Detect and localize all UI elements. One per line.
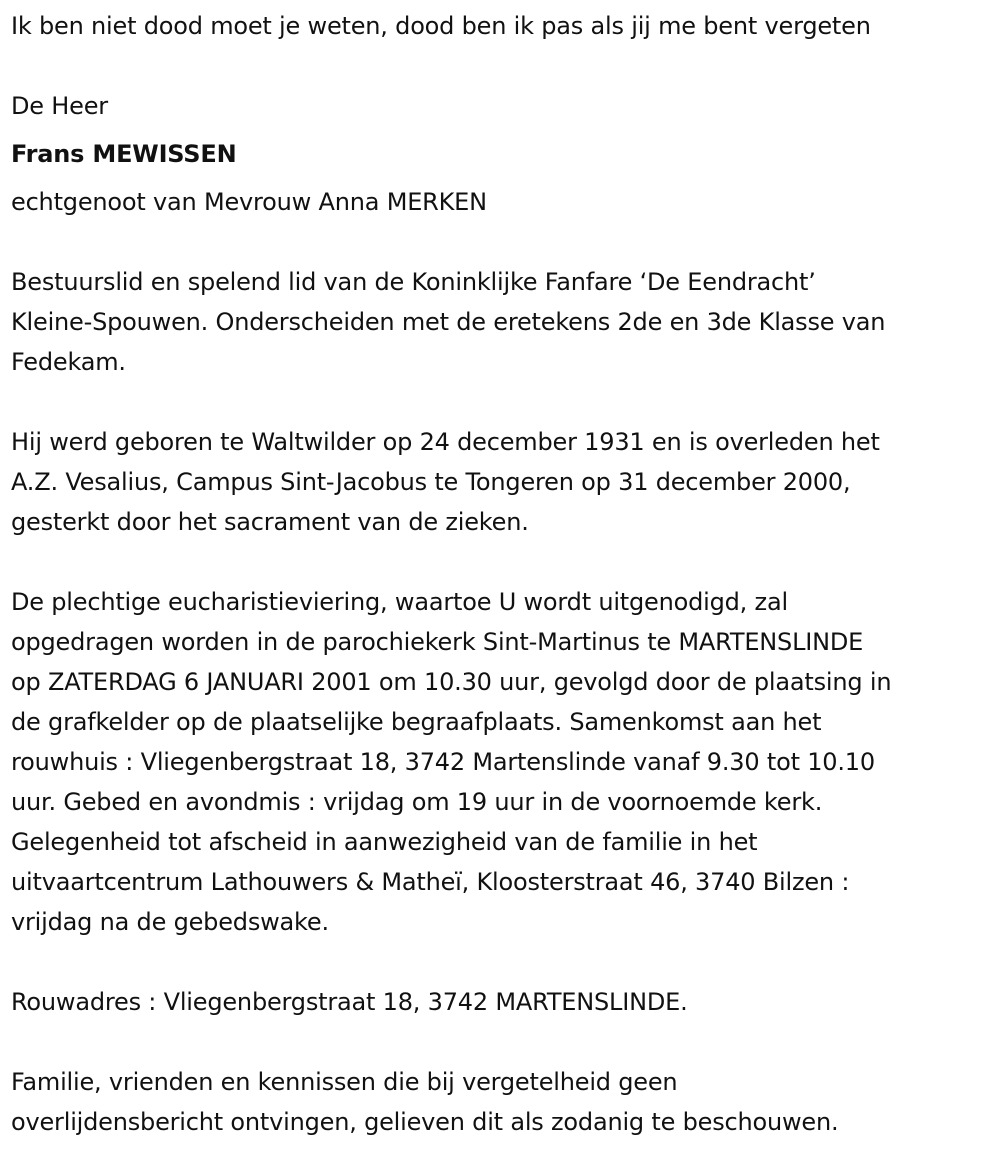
- memberships-line: Fedekam.: [11, 348, 126, 376]
- ceremony-line: vrijdag na de gebedswake.: [11, 908, 329, 936]
- ceremony-line: uitvaartcentrum Lathouwers & Matheï, Kloosterstraat 46, 3740 Bilzen :: [11, 868, 850, 896]
- motto: Ik ben niet dood moet je weten, dood ben ik pas als jij me bent vergeten: [11, 12, 871, 40]
- memberships-line: Bestuurslid en spelend lid van de Koninklijke Fanfare ‘De Eendracht’: [11, 268, 816, 296]
- ceremony-line: opgedragen worden in de parochiekerk Sint-Martinus te MARTENSLINDE: [11, 628, 864, 656]
- salutation: De Heer: [11, 92, 108, 120]
- ceremony-line: op ZATERDAG 6 JANUARI 2001 om 10.30 uur, gevolgd door de plaatsing in: [11, 668, 892, 696]
- ceremony-line: rouwhuis : Vliegenbergstraat 18, 3742 Martenslinde vanaf 9.30 tot 10.10: [11, 748, 875, 776]
- ceremony-line: de grafkelder op de plaatselijke begraafplaats. Samenkomst aan het: [11, 708, 822, 736]
- spouse-line: echtgenoot van Mevrouw Anna MERKEN: [11, 188, 487, 216]
- mourning-address: Rouwadres : Vliegenbergstraat 18, 3742 MARTENSLINDE.: [11, 988, 688, 1016]
- mourning-address-paragraph: [11, 982, 991, 1022]
- birth-death-line: A.Z. Vesalius, Campus Sint-Jacobus te Tongeren op 31 december 2000,: [11, 468, 851, 496]
- closing-line: Familie, vrienden en kennissen die bij vergetelheid geen: [11, 1068, 678, 1096]
- closing-paragraph: [11, 1062, 991, 1142]
- memberships-line: Kleine-Spouwen. Onderscheiden met de eretekens 2de en 3de Klasse van: [11, 308, 886, 336]
- memberships-paragraph: [11, 262, 991, 382]
- deceased-name: Frans MEWISSEN: [11, 140, 237, 168]
- birth-death-line: gesterkt door het sacrament van de zieken.: [11, 508, 529, 536]
- ceremony-paragraph: [11, 582, 991, 942]
- ceremony-line: Gelegenheid tot afscheid in aanwezigheid van de familie in het: [11, 828, 758, 856]
- birth-death-paragraph: [11, 422, 991, 542]
- ceremony-line: De plechtige eucharistieviering, waartoe U wordt uitgenodigd, zal: [11, 588, 788, 616]
- obituary-document: [11, 6, 991, 1142]
- ceremony-line: uur. Gebed en avondmis : vrijdag om 19 uur in de voornoemde kerk.: [11, 788, 823, 816]
- closing-line: overlijdensbericht ontvingen, gelieven dit als zodanig te beschouwen.: [11, 1108, 839, 1136]
- birth-death-line: Hij werd geboren te Waltwilder op 24 december 1931 en is overleden het: [11, 428, 880, 456]
